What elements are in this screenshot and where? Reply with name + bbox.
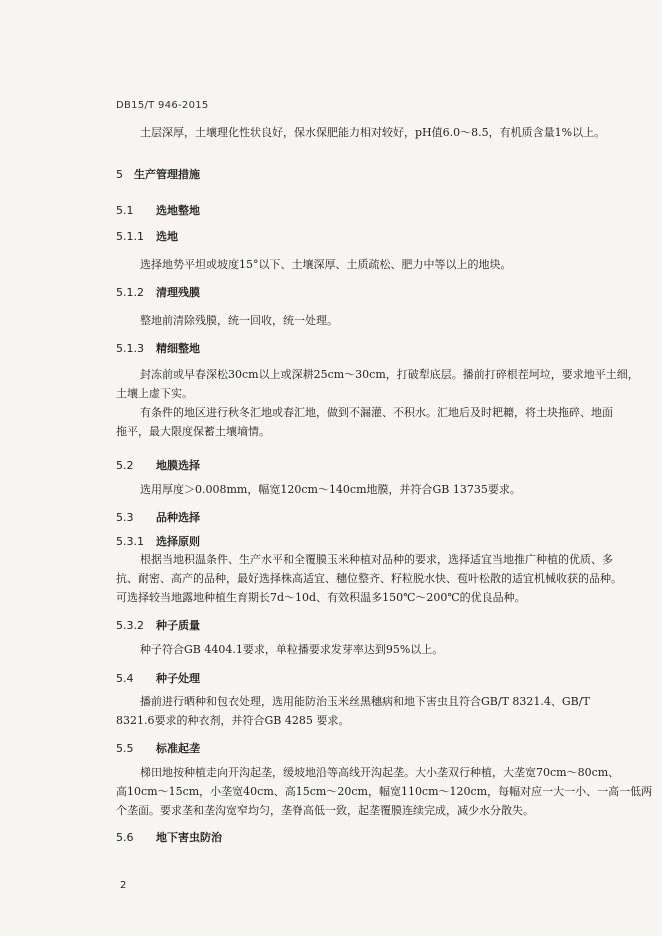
paragraph-line: 土层深厚，土壤理化性状良好，保水保肥能力相对较好，pH值6.0～8.5，有机质含量1%以上。 [140, 126, 606, 139]
paragraph-line: 高10cm～15cm，小垄宽40cm、高15cm～20cm，幅宽110cm～120cm，每幅对应一大一小、一高一低两 [116, 785, 653, 798]
section-heading [116, 340, 200, 356]
section-number: 5.1.3 [116, 342, 144, 355]
section-number: 5.3 [116, 511, 134, 524]
section-number: 5.3.1 [116, 535, 144, 548]
paragraph [116, 550, 622, 607]
paragraph-line: 选择地势平坦或坡度15°以下、土壤深厚、土质疏松、肥力中等以上的地块。 [140, 258, 512, 271]
section-title: 精细整地 [156, 342, 200, 355]
section-title: 生产管理措施 [134, 168, 200, 181]
section-title: 清理残膜 [156, 286, 200, 299]
section-title: 种子处理 [156, 672, 200, 685]
section-title: 选地 [156, 230, 178, 243]
section-heading [116, 740, 200, 756]
section-title: 选择原则 [156, 535, 200, 548]
section-heading [116, 457, 200, 473]
page-number: 2 [120, 880, 127, 891]
section-title: 地膜选择 [156, 459, 200, 472]
paragraph [116, 403, 613, 441]
paragraph [140, 123, 605, 142]
section-title: 地下害虫防治 [156, 831, 222, 844]
section-number: 5.3.2 [116, 619, 144, 632]
paragraph-line: 有条件的地区进行秋冬汇地或春汇地，做到不漏灌、不积水。汇地后及时耙耱，将土块拖碎、地面 [140, 406, 613, 419]
paragraph [116, 763, 653, 820]
paragraph-line: 可选择较当地露地种植生育期长7d～10d、有效积温多150℃～200℃的优良品种。 [116, 591, 526, 604]
section-number: 5.4 [116, 672, 134, 685]
standard-code: DB15/T 946-2015 [116, 100, 209, 111]
paragraph-line: 土壤上虚下实。 [116, 387, 193, 400]
section-number: 5.6 [116, 831, 134, 844]
section-number: 5 [116, 168, 123, 181]
section-number: 5.2 [116, 459, 134, 472]
paragraph-line: 抗、耐密、高产的品种，最好选择株高适宜、穗位整齐、籽粒脱水快、苞叶松散的适宜机械收获的品种。 [116, 572, 622, 585]
paragraph [140, 255, 512, 274]
section-number: 5.1.1 [116, 230, 144, 243]
paragraph [116, 692, 590, 730]
paragraph [140, 640, 443, 659]
section-title: 标准起垄 [156, 742, 200, 755]
section-heading [116, 284, 200, 300]
section-heading [116, 533, 200, 549]
paragraph-line: 选用厚度＞0.008mm，幅宽120cm～140cm地膜，并符合GB 13735要求。 [140, 483, 521, 496]
paragraph [140, 480, 521, 499]
section-number: 5.1.2 [116, 286, 144, 299]
paragraph-line: 拖平，最大限度保蓄土壤墒情。 [116, 425, 270, 438]
section-number: 5.5 [116, 742, 134, 755]
section-heading [116, 202, 200, 218]
section-title: 品种选择 [156, 511, 200, 524]
section-title: 种子质量 [156, 619, 200, 632]
section-title: 选地整地 [156, 204, 200, 217]
paragraph-line: 8321.6要求的种衣剂，并符合GB 4285 要求。 [116, 714, 350, 727]
paragraph-line: 种子符合GB 4404.1要求，单粒播要求发芽率达到95%以上。 [140, 643, 444, 656]
paragraph-line: 个垄面。要求垄和垄沟宽窄均匀，垄脊高低一致，起垄覆膜连续完成，减少水分散失。 [116, 804, 534, 817]
section-heading [116, 509, 200, 525]
paragraph-line: 整地前清除残膜，统一回收，统一处理。 [140, 314, 338, 327]
section-heading [116, 670, 200, 686]
paragraph-line: 梯田地按种植走向开沟起垄，缓坡地沿等高线开沟起垄。大小垄双行种植，大垄宽70cm～80cm、 [140, 766, 620, 779]
section-heading [116, 617, 200, 633]
paragraph [116, 365, 639, 403]
paragraph [140, 311, 338, 330]
section-heading [116, 166, 200, 182]
section-heading [116, 829, 222, 845]
paragraph-line: 根据当地积温条件、生产水平和全覆膜玉米种植对品种的要求，选择适宜当地推广种植的优质、多 [140, 553, 613, 566]
section-number: 5.1 [116, 204, 134, 217]
paragraph-line: 封冻前或早春深松30cm以上或深耕25cm～30cm，打破犁底层。播前打碎根茬坷垃，要求地平土细， [140, 368, 639, 381]
section-heading [116, 228, 178, 244]
paragraph-line: 播前进行晒种和包衣处理，选用能防治玉米丝黑穗病和地下害虫且符合GB/T 8321.4、GB/T [140, 695, 590, 708]
